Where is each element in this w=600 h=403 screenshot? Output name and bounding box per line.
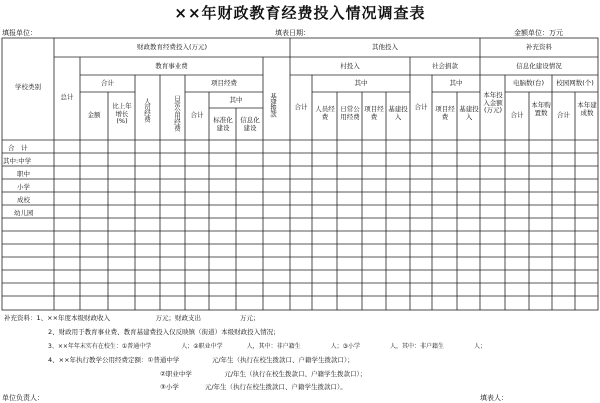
header-websites: 校园网数(个) [556,79,594,87]
header-social-total: 合计 [414,103,428,111]
footnote-4: 4、××年执行教学公用经费定额：①普通中学 元/年生（执行在校生拨款口、户籍学生拨款口）； [48,356,354,364]
footnote-3: 3、××年年末实有在校生：①普通中学 人；②职业中学 人，其中：非户籍生 人；③小学 人，其中：非户籍生 人； [48,343,487,350]
page-title: ××年财政教育经费投入情况调查表 [174,4,426,22]
header-village-personnel: 人员经费 [315,105,335,121]
header-project-among: 其中 [229,96,243,104]
header-school-type: 学校类别 [15,83,41,91]
row-label-primary: 小学 [17,183,30,191]
header-fiscal-investment: 财政教育经费投入(万元) [136,43,208,51]
header-project-funds: 项目经费 [211,79,237,87]
header-village-project: 项目经费 [364,105,384,121]
header-village-investment: 村投入 [340,62,360,70]
unit-head-label: 单位负责人： [2,394,44,402]
header-websites-new: 本年建成数 [577,101,597,117]
header-daily-public-funds: 日常公用经费 [173,95,181,131]
row-label-middle-school: 其中:中学 [3,157,32,165]
header-informatization: 信息化建设 [240,116,260,132]
header-education-business: 教育事业费 [155,62,188,70]
header-capital-allocation: 基建拨款 [269,93,277,117]
money-unit-label: 金额单位：万元 [514,29,563,37]
header-personnel-funds: 人员经费 [143,98,151,122]
header-info-investment: 本年投入金额(万元) [483,91,503,114]
header-info-construction: 信息化建设情况 [516,62,562,70]
header-computers-total: 合计 [510,111,524,119]
header-websites-total: 合计 [557,111,570,119]
row-label-kindergarten: 幼儿园 [14,209,34,217]
row-label-adult: 成校 [17,196,30,204]
footnote-1: 补充资料：1、××年度本级财政收入 万元；财政支出 万元； [4,314,260,322]
header-supplementary: 补充资料 [526,43,552,51]
header-standardization: 标准化建设 [213,116,233,132]
footnote-2: 2、财政用于教育事业费、教育基建费投入仅反映镇（街道）本级财政投入情况； [48,328,280,336]
header-village-total: 合计 [294,103,308,111]
header-computers: 电脑数(台) [512,79,545,87]
header-amount: 金额 [87,111,101,119]
header-village-among: 其中 [354,79,368,87]
header-other-investment: 其他投入 [372,43,398,51]
header-social-among: 其中 [449,79,463,87]
footnote-6: ③小学 元/年生（执行在校生拨款口、户籍学生拨款口）。 [160,383,347,391]
reporting-unit-label: 填报单位： [2,29,37,37]
row-label-vocational: 职中 [17,170,30,178]
header-subtotal: 合计 [101,79,114,87]
filler-label: 填表人： [480,394,508,402]
header-social-capital: 基建投入 [459,105,479,121]
header-project-subtotal: 合计 [190,111,204,119]
fill-date-label: 填表日期： [275,29,310,37]
header-village-capital: 基建投入 [388,105,408,121]
header-computers-new: 本年购置数 [531,101,551,117]
header-total: 总计 [60,93,74,101]
header-village-public: 日常公用经费 [340,105,360,121]
header-social-project: 项目经费 [435,105,455,121]
row-label-total: 合 计 [8,144,28,152]
footnote-5: ②职业中学 元/年生（执行在校生拨款口、户籍学生拨款口）； [160,370,367,378]
header-social-donation: 社会捐款 [432,62,458,70]
header-growth: 比上年增长(%) [112,102,132,125]
